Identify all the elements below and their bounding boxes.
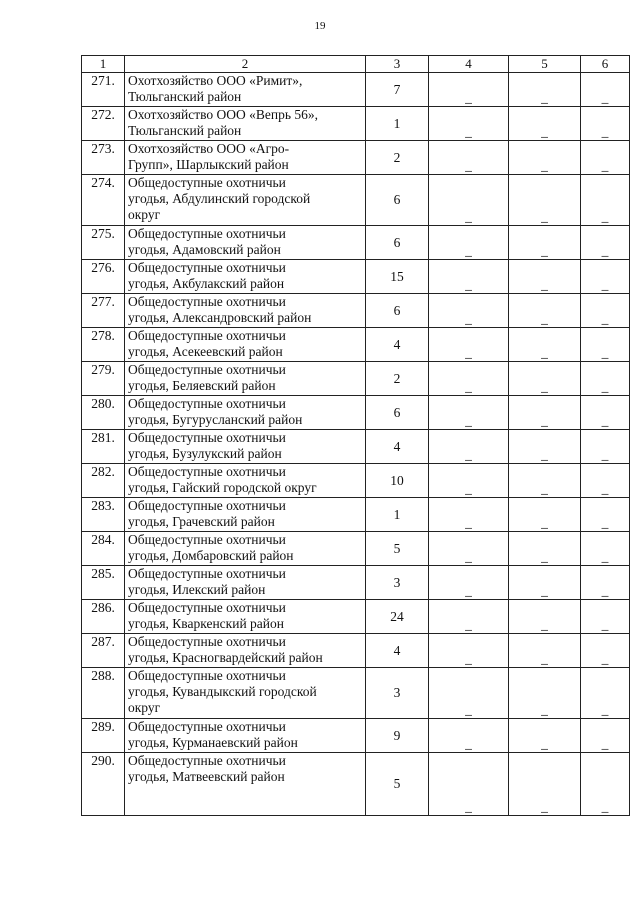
dash-cell-c4: _ [429, 634, 509, 668]
ground-name-line: Общедоступные охотничьи [128, 328, 286, 343]
dash-cell-c4: _ [429, 498, 509, 532]
dash-cell-c6: _ [581, 294, 630, 328]
count-cell: 1 [366, 498, 429, 532]
row-number: 277. [82, 294, 125, 328]
ground-name [125, 294, 366, 328]
ground-name-line: Общедоступные охотничьи [128, 175, 286, 190]
row-number: 287. [82, 634, 125, 668]
count-cell: 5 [366, 532, 429, 566]
dash-cell-c5: _ [509, 668, 581, 719]
dash-cell-c5: _ [509, 566, 581, 600]
dash-cell-c5: _ [509, 107, 581, 141]
col-header-5: 5 [509, 56, 581, 73]
ground-name [125, 430, 366, 464]
dash-cell-c5: _ [509, 362, 581, 396]
ground-name [125, 498, 366, 532]
count-cell: 5 [366, 753, 429, 816]
ground-name-line: угодья, Бугурусланский район [128, 412, 303, 427]
ground-name-line: Общедоступные охотничьи [128, 396, 286, 411]
ground-name-line: Общедоступные охотничьи [128, 600, 286, 615]
table-row [82, 498, 630, 532]
table-row [82, 634, 630, 668]
dash-cell-c6: _ [581, 532, 630, 566]
ground-name-line: Общедоступные охотничьи [128, 294, 286, 309]
ground-name [125, 362, 366, 396]
ground-name-line: Общедоступные охотничьи [128, 753, 286, 768]
dash-cell-c5: _ [509, 396, 581, 430]
ground-name-line: угодья, Александровский район [128, 310, 312, 325]
ground-name-line: угодья, Бузулукский район [128, 446, 282, 461]
dash-cell-c5: _ [509, 532, 581, 566]
dash-cell-c6: _ [581, 328, 630, 362]
count-cell: 7 [366, 73, 429, 107]
count-cell: 1 [366, 107, 429, 141]
count-cell: 6 [366, 226, 429, 260]
ground-name-line: угодья, Абдулинский городской [128, 191, 311, 206]
dash-cell-c6: _ [581, 73, 630, 107]
ground-name-line: угодья, Кваркенский район [128, 616, 284, 631]
row-number: 278. [82, 328, 125, 362]
ground-name-line: Общедоступные охотничьи [128, 430, 286, 445]
dash-cell-c5: _ [509, 226, 581, 260]
ground-name-line: Общедоступные охотничьи [128, 464, 286, 479]
dash-cell-c5: _ [509, 73, 581, 107]
ground-name [125, 719, 366, 753]
count-cell: 6 [366, 396, 429, 430]
dash-cell-c5: _ [509, 464, 581, 498]
dash-cell-c4: _ [429, 328, 509, 362]
table-row [82, 600, 630, 634]
table-row [82, 294, 630, 328]
ground-name-line: Охотхозяйство ООО «Агро- [128, 141, 290, 156]
ground-name-line: Общедоступные охотничьи [128, 532, 286, 547]
table-row [82, 175, 630, 226]
dash-cell-c6: _ [581, 566, 630, 600]
ground-name [125, 634, 366, 668]
table-row [82, 566, 630, 600]
ground-name [125, 600, 366, 634]
dash-cell-c5: _ [509, 719, 581, 753]
ground-name-line: Тюльганский район [128, 89, 242, 104]
count-cell: 3 [366, 668, 429, 719]
count-cell: 2 [366, 141, 429, 175]
col-header-1: 1 [82, 56, 125, 73]
table-row [82, 226, 630, 260]
table-row [82, 73, 630, 107]
count-cell: 3 [366, 566, 429, 600]
ground-name-line: Общедоступные охотничьи [128, 634, 286, 649]
ground-name-line: угодья, Красногвардейский район [128, 650, 323, 665]
ground-name [125, 175, 366, 226]
ground-name-line: Общедоступные охотничьи [128, 362, 286, 377]
dash-cell-c5: _ [509, 141, 581, 175]
row-number: 279. [82, 362, 125, 396]
count-cell: 4 [366, 328, 429, 362]
row-number: 280. [82, 396, 125, 430]
dash-cell-c4: _ [429, 396, 509, 430]
dash-cell-c6: _ [581, 719, 630, 753]
count-cell: 24 [366, 600, 429, 634]
table-row [82, 430, 630, 464]
dash-cell-c4: _ [429, 600, 509, 634]
dash-cell-c4: _ [429, 430, 509, 464]
dash-cell-c6: _ [581, 753, 630, 816]
ground-name [125, 532, 366, 566]
ground-name [125, 328, 366, 362]
count-cell: 2 [366, 362, 429, 396]
dash-cell-c5: _ [509, 753, 581, 816]
ground-name-line: Общедоступные охотничьи [128, 260, 286, 275]
count-cell: 6 [366, 175, 429, 226]
row-number: 289. [82, 719, 125, 753]
ground-name-line: угодья, Грачевский район [128, 514, 275, 529]
dash-cell-c6: _ [581, 175, 630, 226]
count-cell: 15 [366, 260, 429, 294]
ground-name [125, 107, 366, 141]
ground-name [125, 566, 366, 600]
count-cell: 9 [366, 719, 429, 753]
dash-cell-c5: _ [509, 294, 581, 328]
row-number: 275. [82, 226, 125, 260]
ground-name-line: угодья, Гайский городской округ [128, 480, 317, 495]
table-row [82, 532, 630, 566]
table-row [82, 719, 630, 753]
page-number: 19 [314, 20, 326, 32]
ground-name-line: Групп», Шарлыкский район [128, 157, 289, 172]
dash-cell-c5: _ [509, 498, 581, 532]
ground-name-line: угодья, Адамовский район [128, 242, 281, 257]
count-cell: 4 [366, 430, 429, 464]
row-number: 286. [82, 600, 125, 634]
row-number: 273. [82, 141, 125, 175]
ground-name [125, 753, 366, 816]
ground-name-line: Общедоступные охотничьи [128, 498, 286, 513]
dash-cell-c4: _ [429, 566, 509, 600]
ground-name [125, 668, 366, 719]
dash-cell-c6: _ [581, 260, 630, 294]
hunting-grounds-table [81, 55, 630, 816]
table-row [82, 141, 630, 175]
ground-name-line: Общедоступные охотничьи [128, 226, 286, 241]
dash-cell-c4: _ [429, 532, 509, 566]
dash-cell-c6: _ [581, 464, 630, 498]
ground-name-line: угодья, Илекский район [128, 582, 266, 597]
ground-name-line: округ [128, 207, 161, 222]
dash-cell-c6: _ [581, 634, 630, 668]
row-number: 271. [82, 73, 125, 107]
dash-cell-c6: _ [581, 430, 630, 464]
dash-cell-c5: _ [509, 430, 581, 464]
count-cell: 6 [366, 294, 429, 328]
table-row [82, 260, 630, 294]
dash-cell-c6: _ [581, 396, 630, 430]
col-header-4: 4 [429, 56, 509, 73]
ground-name-line: угодья, Асекеевский район [128, 344, 283, 359]
dash-cell-c5: _ [509, 328, 581, 362]
ground-name-line: Охотхозяйство ООО «Римит», [128, 73, 303, 88]
col-header-2: 2 [125, 56, 366, 73]
dash-cell-c6: _ [581, 362, 630, 396]
dash-cell-c4: _ [429, 175, 509, 226]
dash-cell-c5: _ [509, 600, 581, 634]
ground-name [125, 226, 366, 260]
count-cell: 4 [366, 634, 429, 668]
dash-cell-c6: _ [581, 498, 630, 532]
dash-cell-c4: _ [429, 668, 509, 719]
ground-name-line: Общедоступные охотничьи [128, 719, 286, 734]
ground-name-line: округ [128, 700, 161, 715]
dash-cell-c4: _ [429, 464, 509, 498]
table-row [82, 464, 630, 498]
col-header-6: 6 [581, 56, 630, 73]
table-row [82, 362, 630, 396]
ground-name-line: Общедоступные охотничьи [128, 566, 286, 581]
row-number: 276. [82, 260, 125, 294]
dash-cell-c5: _ [509, 175, 581, 226]
dash-cell-c6: _ [581, 141, 630, 175]
ground-name [125, 73, 366, 107]
ground-name [125, 260, 366, 294]
row-number: 272. [82, 107, 125, 141]
row-number: 290. [82, 753, 125, 816]
ground-name-line: угодья, Курманаевский район [128, 735, 298, 750]
ground-name [125, 464, 366, 498]
dash-cell-c4: _ [429, 719, 509, 753]
dash-cell-c4: _ [429, 753, 509, 816]
row-number: 281. [82, 430, 125, 464]
dash-cell-c4: _ [429, 294, 509, 328]
row-number: 288. [82, 668, 125, 719]
ground-name-line: Общедоступные охотничьи [128, 668, 286, 683]
ground-name-line: угодья, Кувандыкский городской [128, 684, 317, 699]
dash-cell-c4: _ [429, 362, 509, 396]
ground-name-line: угодья, Домбаровский район [128, 548, 294, 563]
table-row [82, 753, 630, 816]
dash-cell-c6: _ [581, 600, 630, 634]
table-row [82, 668, 630, 719]
dash-cell-c4: _ [429, 73, 509, 107]
ground-name [125, 396, 366, 430]
row-number: 274. [82, 175, 125, 226]
row-number: 282. [82, 464, 125, 498]
dash-cell-c5: _ [509, 260, 581, 294]
dash-cell-c6: _ [581, 226, 630, 260]
col-header-3: 3 [366, 56, 429, 73]
ground-name-line: Охотхозяйство ООО «Вепрь 56», [128, 107, 319, 122]
dash-cell-c5: _ [509, 634, 581, 668]
ground-name-line: угодья, Матвеевский район [128, 769, 285, 784]
dash-cell-c4: _ [429, 141, 509, 175]
dash-cell-c6: _ [581, 668, 630, 719]
ground-name-line: угодья, Акбулакский район [128, 276, 285, 291]
row-number: 283. [82, 498, 125, 532]
count-cell: 10 [366, 464, 429, 498]
dash-cell-c4: _ [429, 260, 509, 294]
dash-cell-c4: _ [429, 107, 509, 141]
row-number: 285. [82, 566, 125, 600]
ground-name-line: Тюльганский район [128, 123, 242, 138]
header-row [82, 56, 630, 73]
table-row [82, 328, 630, 362]
dash-cell-c4: _ [429, 226, 509, 260]
ground-name-line: угодья, Беляевский район [128, 378, 276, 393]
table-row [82, 107, 630, 141]
ground-name [125, 141, 366, 175]
table-row [82, 396, 630, 430]
dash-cell-c6: _ [581, 107, 630, 141]
row-number: 284. [82, 532, 125, 566]
